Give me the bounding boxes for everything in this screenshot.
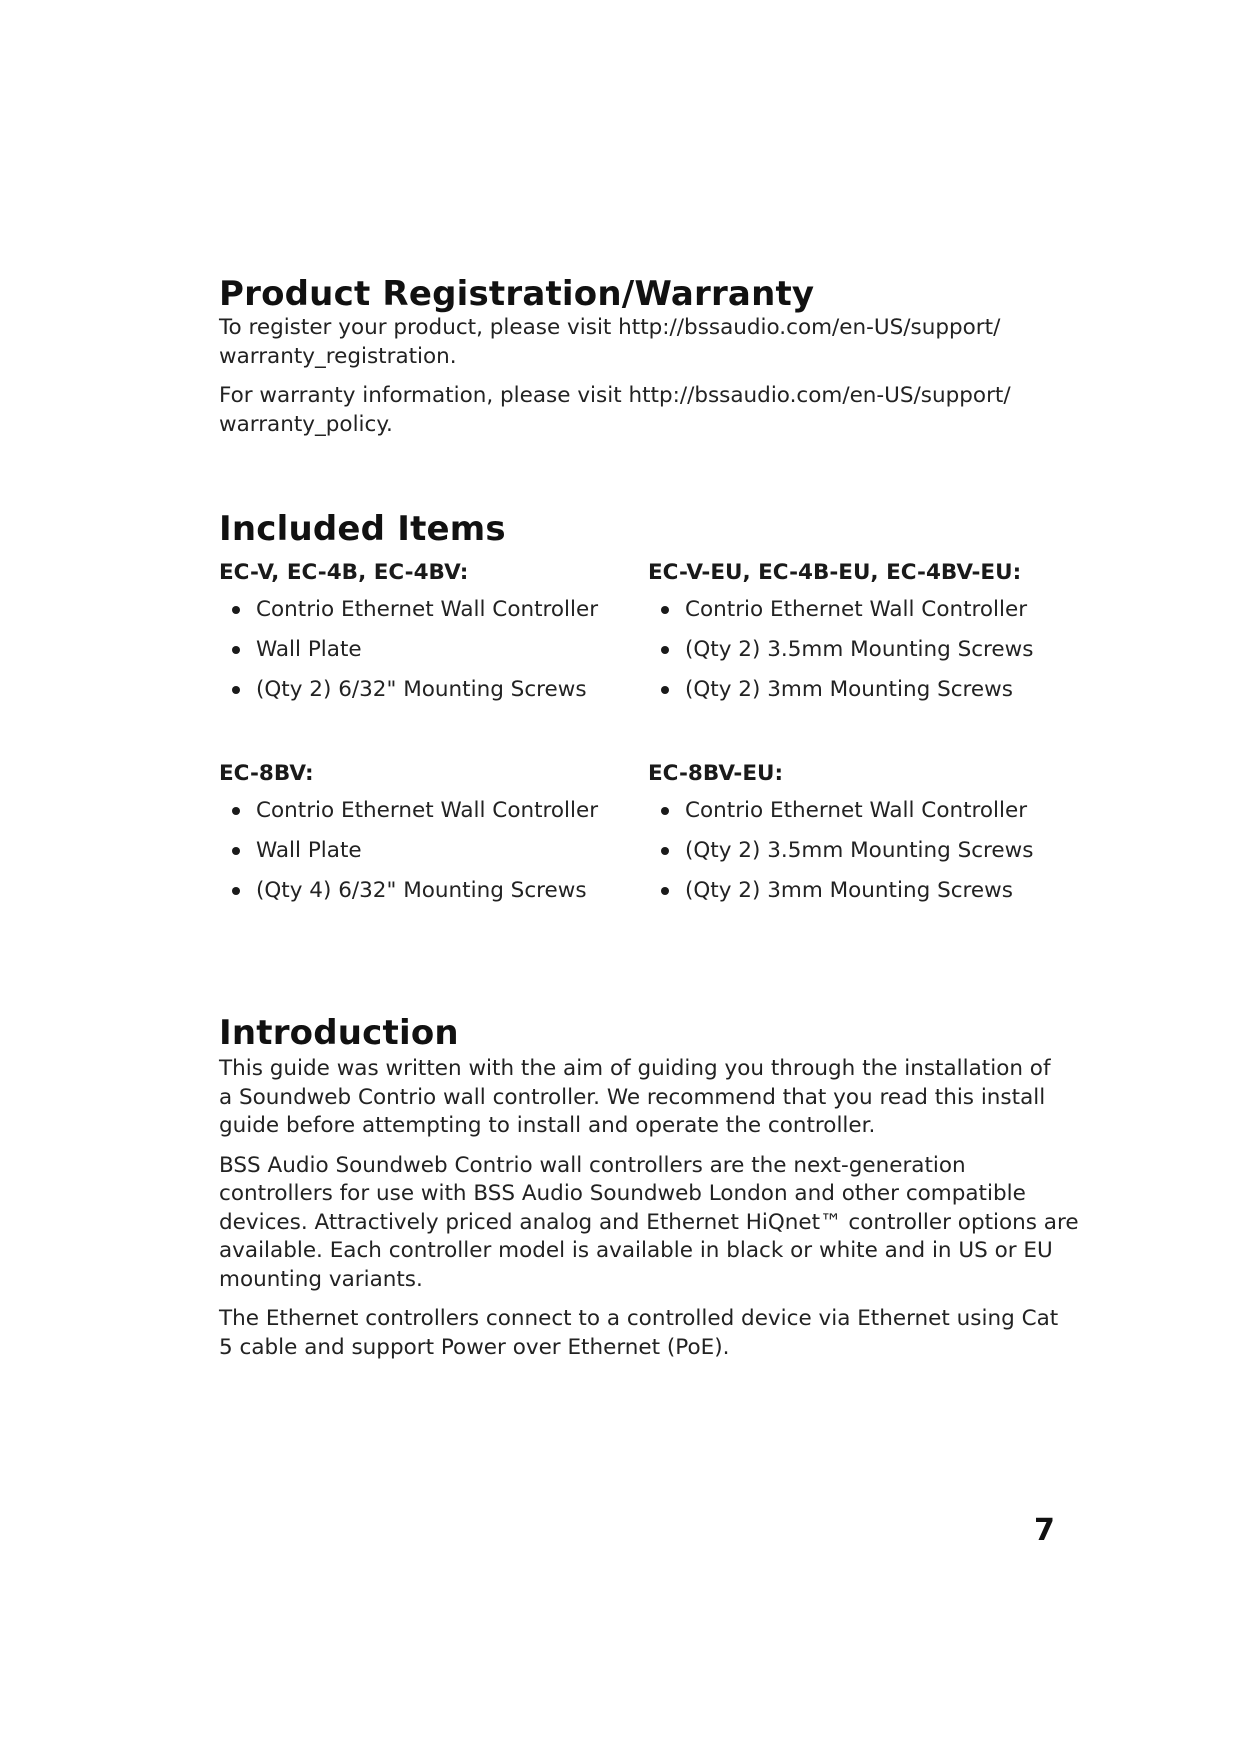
bullet-icon [232,646,240,654]
item-list [219,596,648,704]
included-items-heading: Included Items [219,509,506,549]
list-item [219,596,648,624]
item-group-ec-8bv [219,760,648,917]
introduction-paragraph: This guide was written with the aim of guiding you through the installation of a Soundweb Contrio wall controller. We recommend that you read this install guide before attempting to install and operate the controller. [219,1056,1051,1138]
list-item [219,837,648,865]
list-item [648,676,1079,704]
list-item-text: (Qty 4) 6/32" Mounting Screws [256,878,587,903]
bullet-icon [661,646,669,654]
item-group-ec-v-eu [648,559,1079,716]
item-group-ec-8bv-eu [648,760,1079,917]
list-item [219,636,648,664]
bullet-icon [661,686,669,694]
warranty-paragraph: For warranty information, please visit http://bssaudio.com/en-US/support/ warranty_policy. [219,383,1011,437]
introduction-paragraph: The Ethernet controllers connect to a controlled device via Ethernet using Cat 5 cable and support Power over Ethernet (PoE). [219,1306,1059,1360]
item-group-title: EC-V, EC-4B, EC-4BV: [219,560,469,585]
item-group-ec-v [219,559,648,716]
list-item-text: Contrio Ethernet Wall Controller [256,798,599,823]
list-item-text: (Qty 2) 3.5mm Mounting Screws [685,838,1034,863]
list-item [648,877,1079,905]
item-group-title: EC-V-EU, EC-4B-EU, EC-4BV-EU: [648,560,1022,585]
list-item [219,797,648,825]
bullet-icon [232,887,240,895]
bullet-icon [232,686,240,694]
item-group-title: EC-8BV: [219,761,314,786]
list-item-text: (Qty 2) 3mm Mounting Screws [685,878,1013,903]
registration-section [219,274,1079,439]
list-item-text: (Qty 2) 3mm Mounting Screws [685,677,1013,702]
bullet-icon [232,847,240,855]
list-item [648,837,1079,865]
bullet-icon [661,807,669,815]
registration-heading: Product Registration/Warranty [219,274,815,314]
bullet-icon [661,606,669,614]
list-item [648,636,1079,664]
introduction-section [219,1013,1079,1362]
list-item [648,797,1079,825]
list-item-text: (Qty 2) 6/32" Mounting Screws [256,677,587,702]
included-items-section [219,509,1079,917]
list-item-text: Contrio Ethernet Wall Controller [685,798,1028,823]
registration-paragraph: To register your product, please visit http://bssaudio.com/en-US/support/ warranty_registration. [219,315,1001,369]
document-page [219,274,1079,1362]
item-list [648,596,1079,704]
introduction-heading: Introduction [219,1013,459,1053]
list-item-text: Contrio Ethernet Wall Controller [685,597,1028,622]
list-item [648,596,1079,624]
bullet-icon [661,887,669,895]
list-item-text: Wall Plate [256,637,362,662]
item-group-title: EC-8BV-EU: [648,761,784,786]
list-item-text: Contrio Ethernet Wall Controller [256,597,599,622]
included-items-grid [219,559,1079,917]
list-item-text: (Qty 2) 3.5mm Mounting Screws [685,637,1034,662]
bullet-icon [232,606,240,614]
item-list [648,797,1079,905]
list-item [219,676,648,704]
page-number: 7 [1034,1513,1055,1548]
list-item-text: Wall Plate [256,838,362,863]
bullet-icon [661,847,669,855]
item-list [219,797,648,905]
bullet-icon [232,807,240,815]
introduction-paragraph: BSS Audio Soundweb Contrio wall controllers are the next-generation controllers for use with BSS Audio Soundweb London and other compatible devices. Attractively priced analog and Ethernet HiQnet™ controller options are available. Each controller model is available in black or white and in US or EU mounting variants. [219,1152,1079,1292]
list-item [219,877,648,905]
